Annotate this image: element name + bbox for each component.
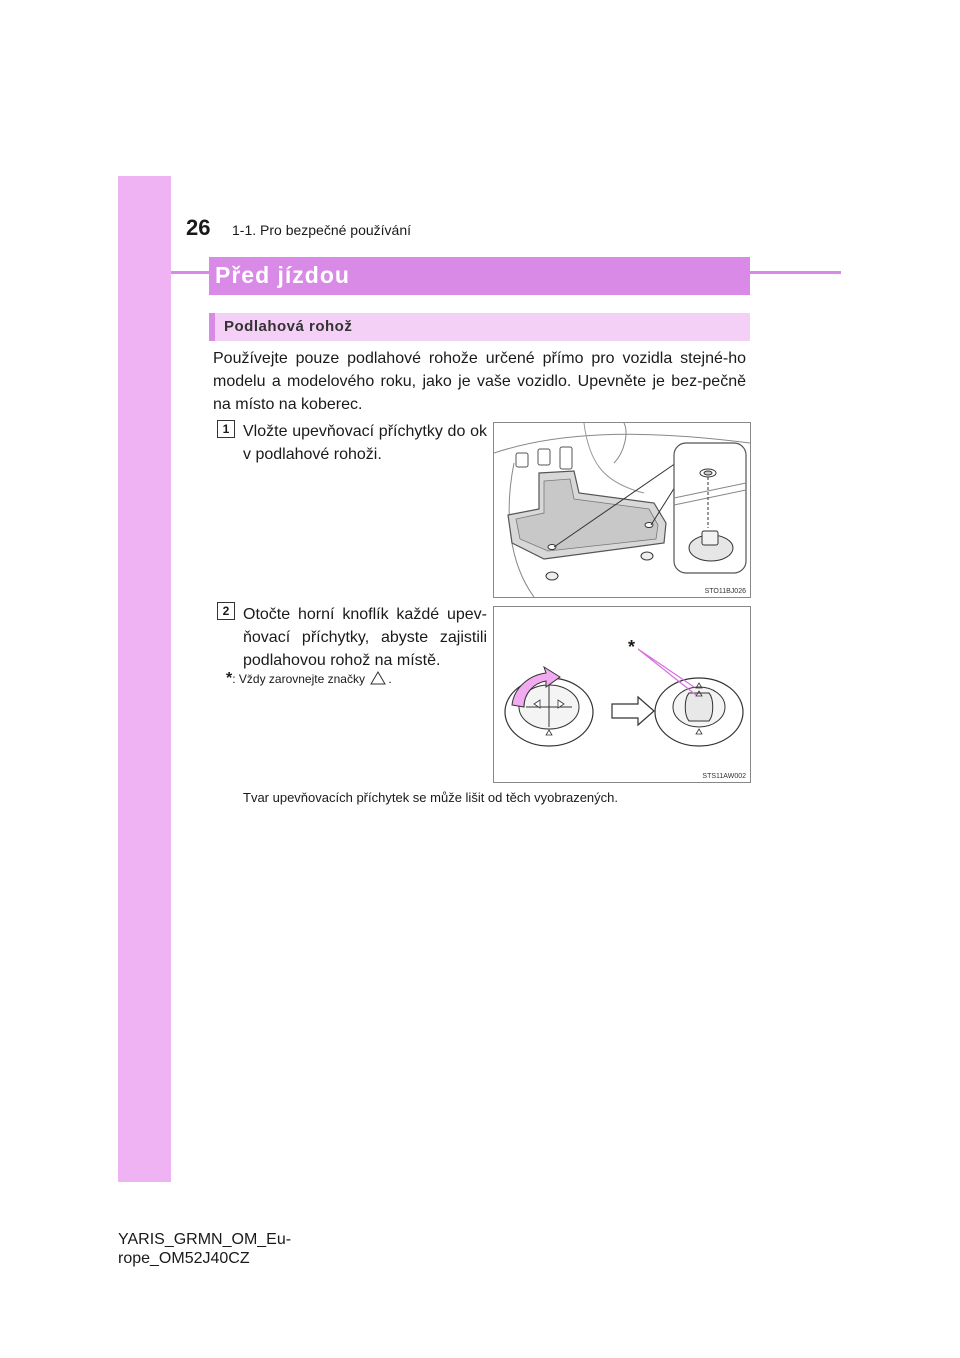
step-1-number: 1 bbox=[217, 420, 235, 438]
figure-callout-marker: * bbox=[628, 637, 636, 657]
shape-note: Tvar upevňovacích příchytek se může lišit od těch vyobrazených. bbox=[243, 790, 619, 805]
footer bbox=[118, 1230, 291, 1268]
subtitle-bar bbox=[209, 313, 750, 341]
section-subtitle: Podlahová rohož bbox=[224, 318, 353, 335]
page-number: 26 bbox=[186, 215, 211, 240]
clip-rotation-illustration bbox=[494, 607, 750, 782]
step-2-number: 2 bbox=[217, 602, 235, 620]
triangle-mark-icon bbox=[370, 671, 386, 685]
figure-clip-rotation bbox=[493, 606, 751, 783]
footnote-text: : Vždy zarovnejte značky bbox=[232, 672, 365, 686]
step-1-text: Vložte upevňovací příchytky do ok v podlahové rohoži. bbox=[243, 423, 487, 463]
intro-paragraph: Používejte pouze podlahové rohože určené přímo pro vozidla stejné-ho modelu a modelového roku, jako je vaše vozidlo. Upevněte je bez-pečně na místo na koberec. bbox=[213, 350, 746, 413]
side-strip bbox=[118, 176, 171, 1182]
figure-2-code: STS11AW002 bbox=[702, 773, 746, 780]
footer-line-1: YARIS_GRMN_OM_Eu- bbox=[118, 1231, 292, 1248]
floor-mat-illustration bbox=[494, 423, 750, 597]
footnote-end: . bbox=[388, 672, 392, 686]
figure-floor-mat bbox=[493, 422, 751, 598]
section-header: 1-1. Pro bezpečné používání bbox=[232, 222, 412, 238]
figure-1-code: STO11BJ026 bbox=[704, 588, 746, 595]
page-title: Před jízdou bbox=[215, 262, 350, 288]
footer-line-2: rope_OM52J40CZ bbox=[118, 1250, 250, 1267]
footnote bbox=[226, 670, 392, 688]
footnote-marker: * bbox=[226, 670, 233, 687]
title-bar bbox=[209, 257, 750, 295]
step-2-text: Otočte horní knoflík každé upev-ňovací příchytky, abyste zajistili podlahovou rohož na místě. bbox=[243, 606, 487, 669]
